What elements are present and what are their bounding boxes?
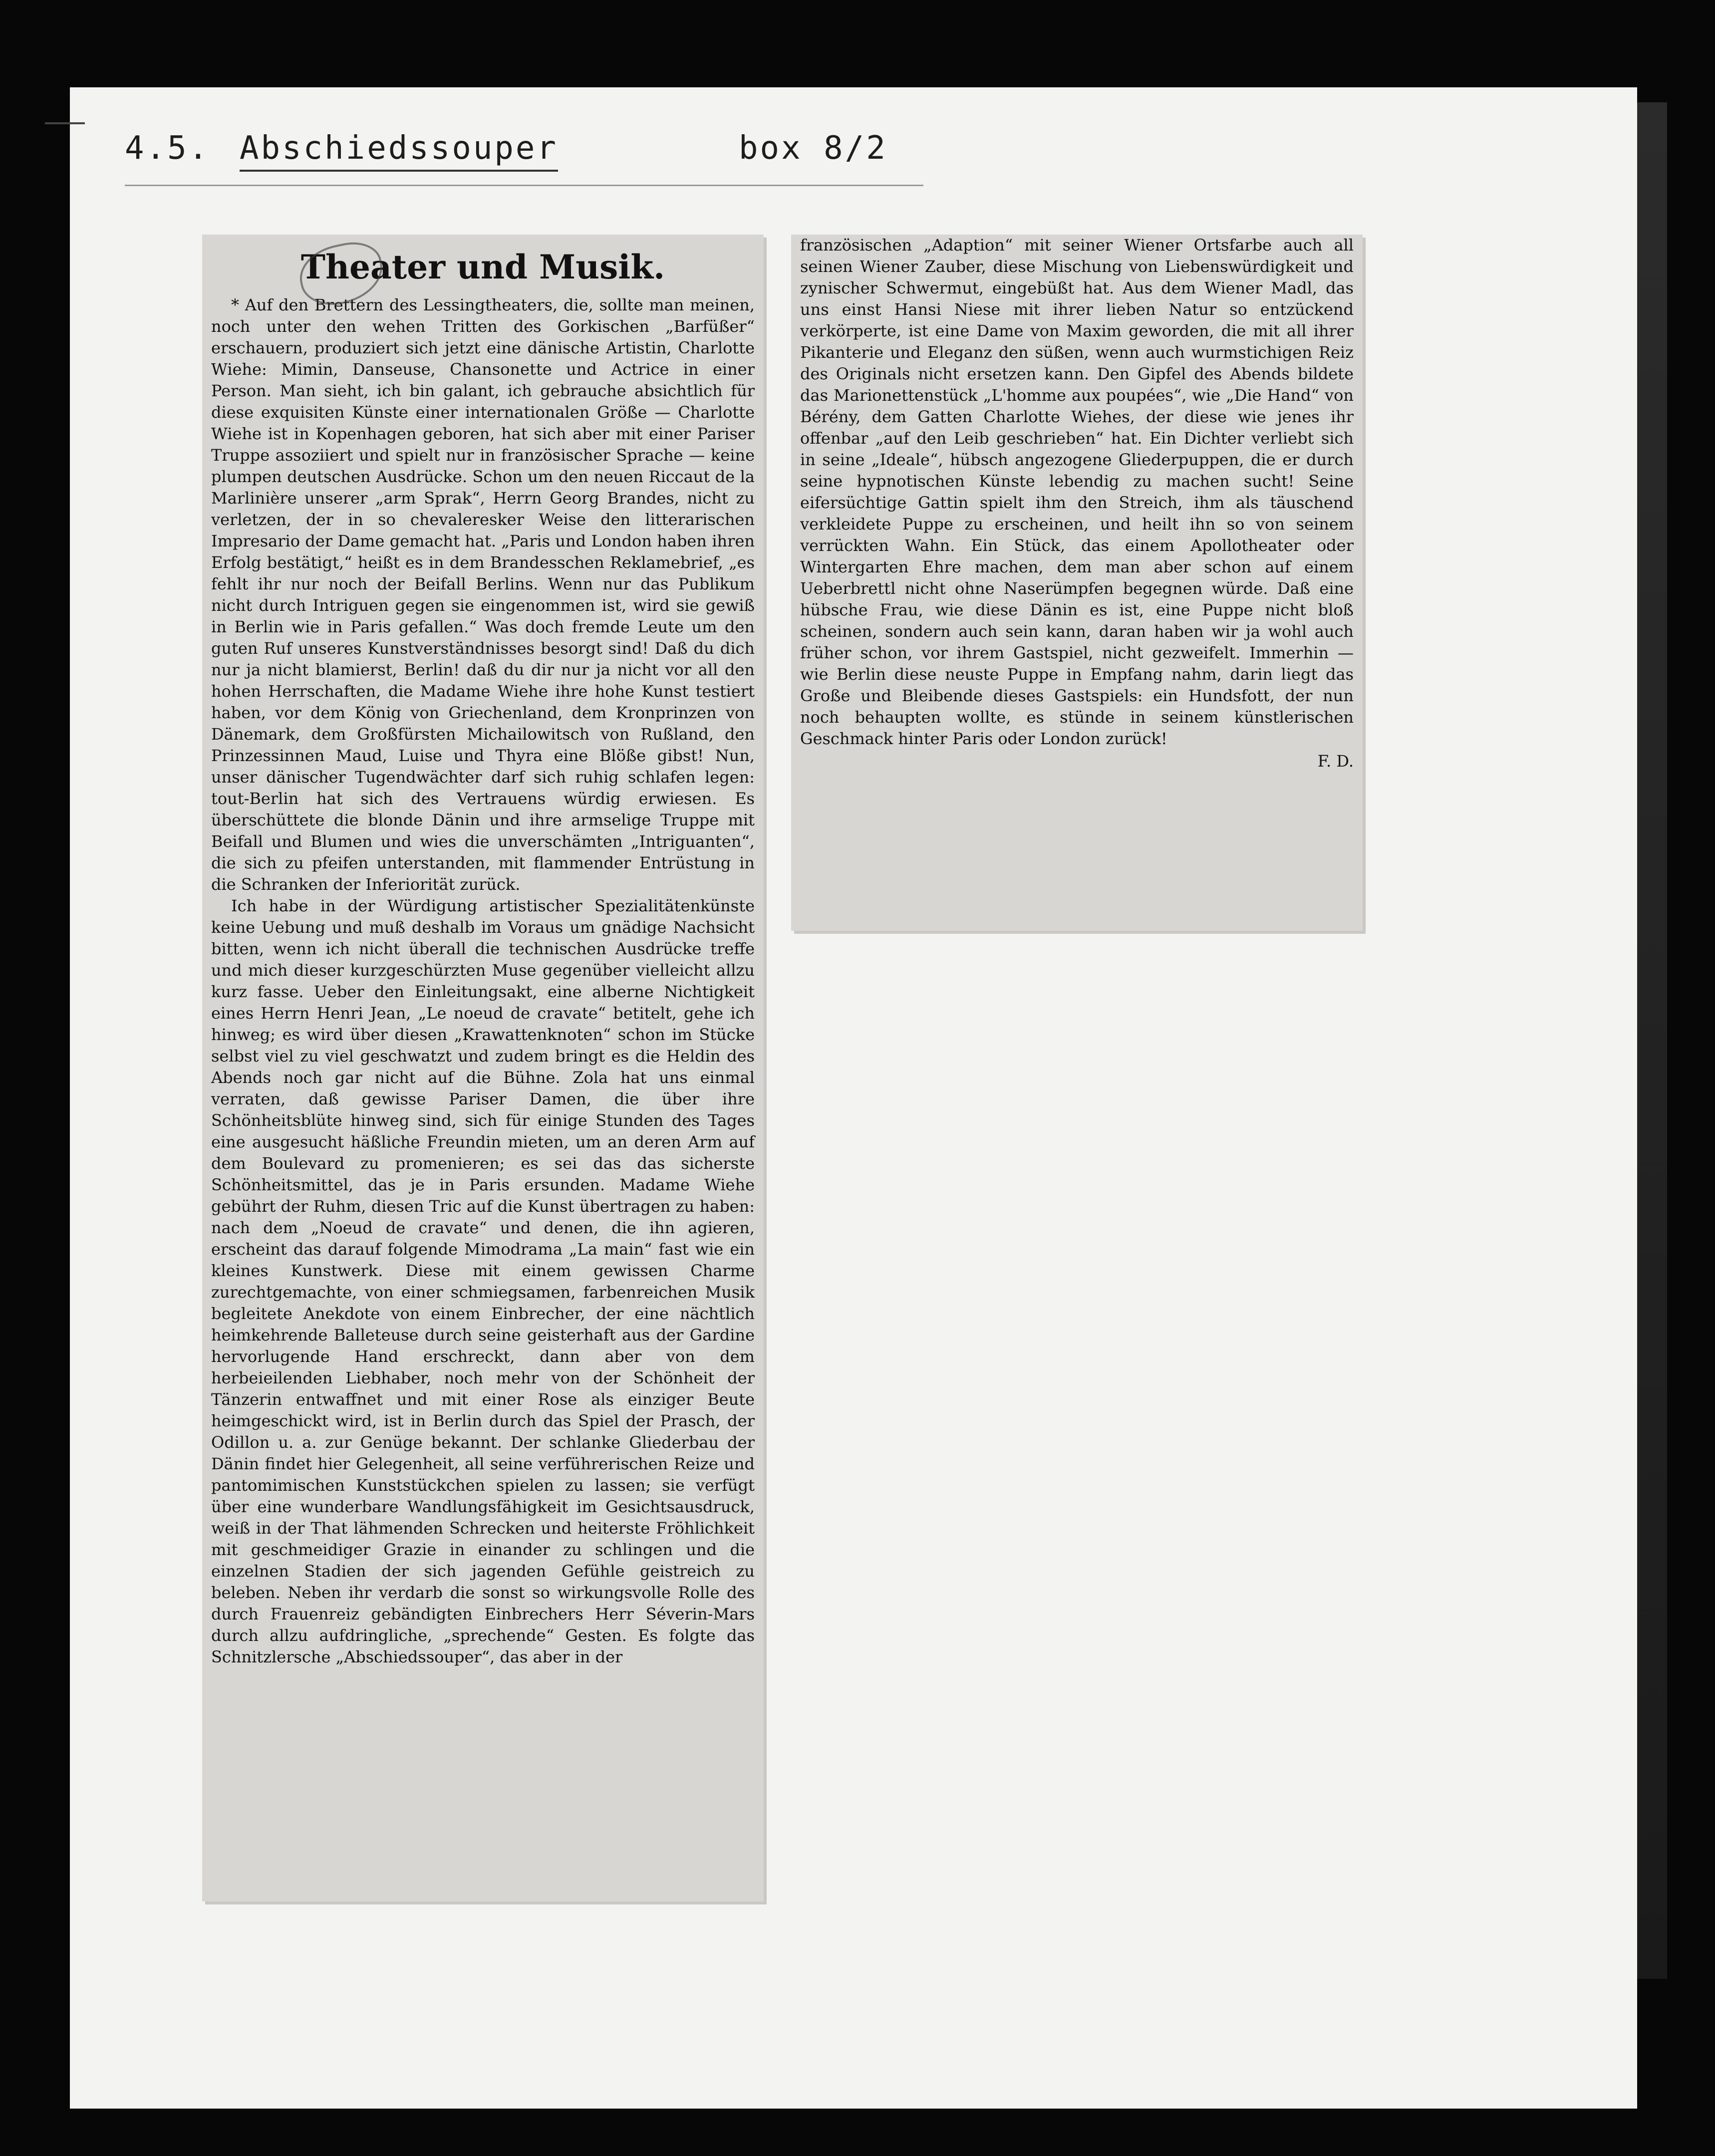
clipping-headline: Theater und Musik.: [300, 248, 665, 286]
clipping-paragraph: Ich habe in der Würdigung artistischer Spezialitätenkünste keine Uebung und muß deshalb im Voraus um gnädige Nachsicht bitten, wenn ich nicht überall die technischen Ausdrücke treffe und mich dieser kurzgeschürzten Muse gegenüber vielleicht allzu kurz fasse. Ueber den Einleitungsakt, eine alberne Nichtigkeit eines Herrn Henri Jean, „Le noeud de cravate“ betitelt, gehe ich hinweg; es wird über diesen „Krawattenknoten“ schon im Stücke selbst viel zu viel geschwatzt und zudem bringt es die Heldin des Abends noch gar nicht auf die Bühne. Zola hat uns einmal verraten, daß gewisse Pariser Damen, die über ihre Schönheitsblüte hinweg sind, sich für einige Stunden des Tages eine ausgesucht häßliche Freundin mieten, um an deren Arm auf dem Boulevard zu promenieren; es sei das das sicherste Schönheitsmittel, das je in Paris ersunden. Madame Wiehe gebührt der Ruhm, diesen Tric auf die Kunst übertragen zu haben: nach dem „Noeud de cravate“ und denen, die ihn agieren, erscheint das darauf folgende Mimodrama „La main“ fast wie ein kleines Kunstwerk. Diese mit einem gewissen Charme zurechtgemachte, von einer schmiegsamen, farbenreichen Musik begleitete Anekdote von einem Einbrecher, der eine nächtlich heimkehrende Balleteuse durch seine geisterhaft aus der Gardine hervorlugende Hand erschreckt, dann aber von dem herbeieilenden Liebhaber, noch mehr von der Schönheit der Tänzerin entwaffnet und mit einer Rose als einziger Beute heimgeschickt wird, ist in Berlin durch das Spiel der Prasch, der Odillon u. a. zur Genüge bekannt. Der schlanke Gliederbau der Dänin findet hier Gelegenheit, all seine verführerischen Reize und pantomimischen Kunststückchen spielen zu lassen; sie verfügt über eine wunderbare Wandlungsfähigkeit im Gesichtsausdruck, weiß in der That lähmenden Schrecken und heiterste Fröhlichkeit mit geschmeidiger Grazie in einander zu schlingen und die einzelnen Stadien der sich jagenden Gefühle geistreich zu beleben. Neben ihr verdarb die sonst so wirkungsvolle Rolle des durch Frauenreiz gebändigten Einbrechers Herr Séverin-Mars durch allzu aufdringliche, „sprechende“ Gesten. Es folgte das Schnitzlersche „Abschiedssouper“, das aber in der: [211, 896, 755, 1666]
clipping-paragraph: französischen „Adaption“ mit seiner Wiener Ortsfarbe auch all seinen Wiener Zauber, diese Mischung von Liebenswürdigkeit und zynischer Schwermut, eingebüßt hat. Aus dem Wiener Madl, das uns einst Hansi Niese mit ihrer lieben Natur so entzückend verkörperte, ist eine Dame von Maxim geworden, die mit all ihrer Pikanterie und Eleganz den süßen, wenn auch wurmstichigen Reiz des Originals nicht ersetzen kann. Den Gipfel des Abends bildete das Marionettenstück „L'homme aux poupées“, wie „Die Hand“ von Bérény, dem Gatten Charlotte Wiehes, der diese wie jenes ihr offenbar „auf den Leib geschrieben“ hat. Ein Dichter verliebt sich in seine „Ideale“, hübsch angezogene Gliederpuppen, die er durch seine hypnotischen Künste lebendig zu machen sucht! Seine eifersüchtige Gattin spielt ihm den Streich, ihm als täuschend verkleidete Puppe zu erscheinen, und heilt ihn so von seinem verrückten Wahn. Ein Stück, das einem Apollotheater oder Wintergarten Ehre machen, dem man aber schon auf einem Ueberbrettl nicht ohne Naserümpfen begegnen würde. Daß eine hübsche Frau, wie diese Dänin es ist, eine Puppe nicht bloß scheinen, sondern auch sein kann, daran haben wir ja wohl auch früher schon, vor ihrem Gastspiel, nicht gezweifelt. Immerhin — wie Berlin diese neuste Puppe in Empfang nahm, darin liegt das Große und Bleibende dieses Gastspiels: ein Hundsfott, der nun noch behaupten wollte, es stünde in seinem künstlerischen Geschmack hinter Paris oder London zurück!: [800, 236, 1354, 748]
newspaper-clipping-right-column: [791, 235, 1363, 931]
header-title: Abschiedssouper: [240, 130, 558, 172]
clipping-signature: F. D.: [1317, 752, 1354, 771]
header-reference: 4.5.: [125, 130, 210, 167]
margin-mark: [45, 122, 85, 124]
header-rule: [125, 185, 923, 186]
newspaper-clipping-left-column: [202, 235, 764, 1901]
header-box-number: box 8/2: [739, 130, 887, 167]
clipping-paragraph: * Auf den Brettern des Lessingtheaters, die, sollte man meinen, noch unter den wehen Tritten des Gorkischen „Barfüßer“ erschauern, produziert sich jetzt eine dänische Artistin, Charlotte Wiehe: Mimin, Danseuse, Chansonette und Actrice in einer Person. Man sieht, ich bin galant, ich gebrauche absichtlich für diese exquisiten Künste einer internationalen Größe — Charlotte Wiehe ist in Kopenhagen geboren, hat sich aber mit einer Pariser Truppe assoziiert und spielt nur in französischer Sprache — keine plumpen deutschen Ausdrücke. Schon um den neuen Riccaut de la Marlinière unserer „arm Sprak“, Herrn Georg Brandes, nicht zu verletzen, der in so chevaleresker Weise den litterarischen Impresario der Dame gemacht hat. „Paris und London haben ihren Erfolg bestätigt,“ heißt es in dem Brandesschen Reklamebrief, „es fehlt ihr nur noch der Beifall Berlins. Wenn nur das Publikum nicht durch Intriguen gegen sie eingenommen ist, wird sie gewiß in Berlin wie in Paris gefallen.“ Was doch fremde Leute um den guten Ruf unseres Kunstverständnisses besorgt sind! Daß du dich nur ja nicht blamierst, Berlin! daß du dir nur ja nicht vor all den hohen Herrschaften, die Madame Wiehe ihre hohe Kunst testiert haben, vor dem König von Griechenland, dem Kronprinzen von Dänemark, dem Großfürsten Michailowitsch von Rußland, den Prinzessinnen Maud, Luise und Thyra eine Blöße gibst! Nun, unser dänischer Tugendwächter darf sich ruhig schlafen legen: tout-Berlin hat sich des Vertrauens würdig erwiesen. Es überschüttete die blonde Dänin und ihre armselige Truppe mit Beifall und Blumen und wies die unverschämten „Intriguanten“, die sich zu pfeifen unterstanden, mit flammender Entrüstung in die Schranken der Inferiorität zurück.: [211, 295, 755, 894]
archive-header: [125, 125, 923, 190]
